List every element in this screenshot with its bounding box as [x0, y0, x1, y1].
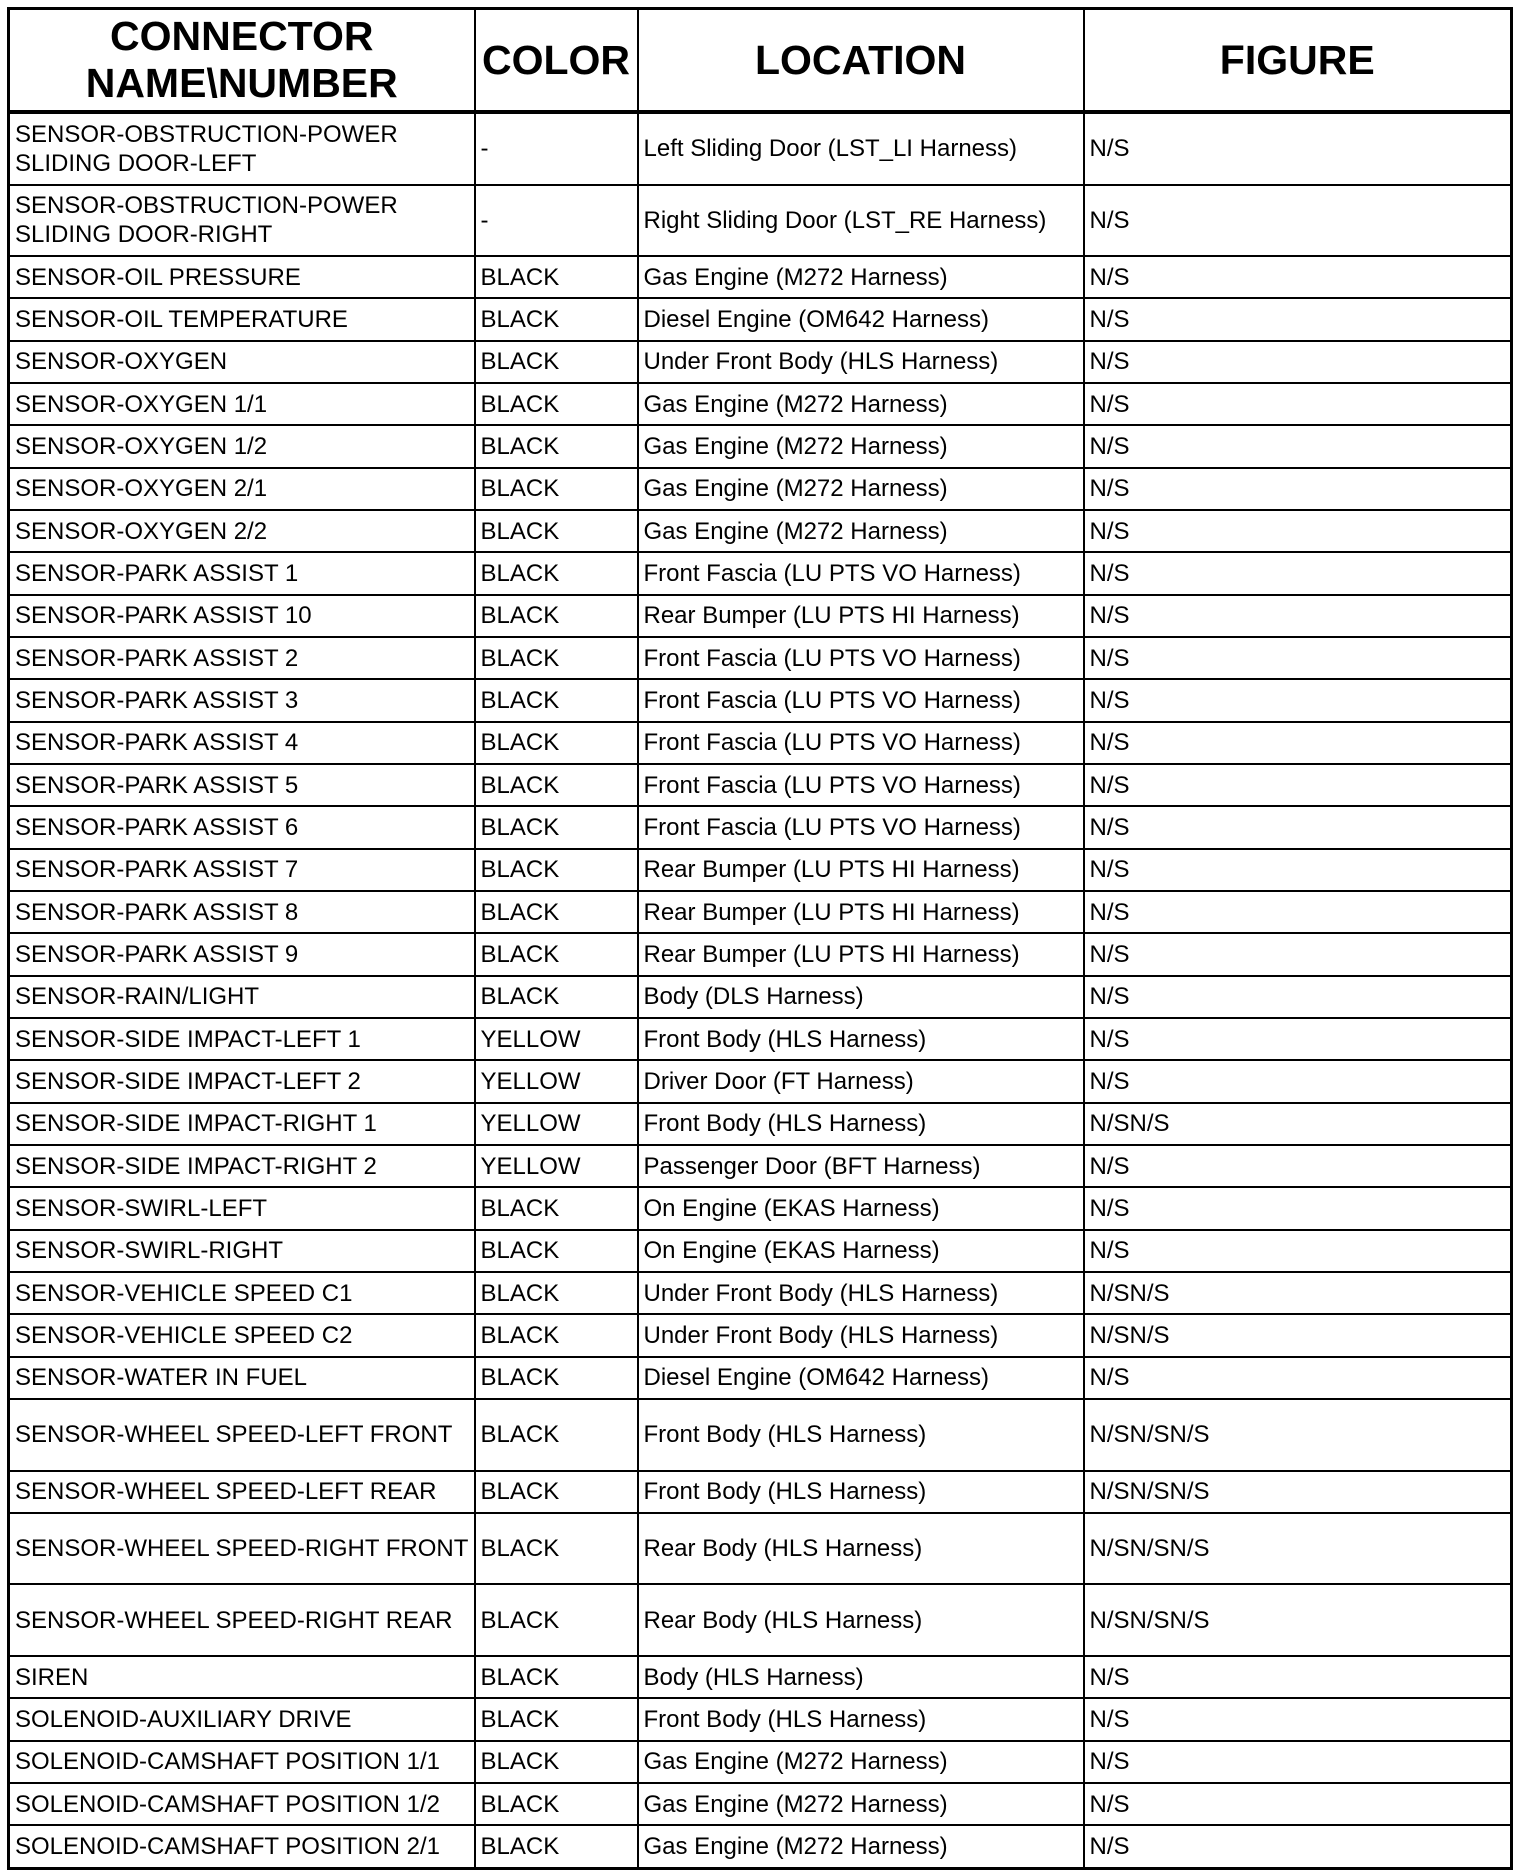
cell-figure: N/S — [1084, 112, 1512, 185]
header-row — [9, 9, 1512, 113]
cell-location: Under Front Body (HLS Harness) — [638, 1272, 1084, 1314]
cell-color: BLACK — [475, 1399, 638, 1471]
cell-connector-name: SENSOR-SIDE IMPACT-LEFT 1 — [9, 1018, 475, 1060]
header-figure: FIGURE — [1084, 9, 1512, 113]
cell-color: BLACK — [475, 891, 638, 933]
cell-location: Gas Engine (M272 Harness) — [638, 1825, 1084, 1868]
cell-figure: N/S — [1084, 1825, 1512, 1868]
cell-color: BLACK — [475, 1825, 638, 1868]
table-row — [9, 722, 1512, 764]
table-row — [9, 383, 1512, 425]
cell-location: Front Fascia (LU PTS VO Harness) — [638, 806, 1084, 848]
cell-connector-name: SENSOR-OXYGEN — [9, 341, 475, 383]
cell-figure: N/SN/SN/S — [1084, 1584, 1512, 1656]
table-row — [9, 1187, 1512, 1229]
cell-connector-name: SENSOR-PARK ASSIST 9 — [9, 933, 475, 975]
cell-connector-name: SOLENOID-CAMSHAFT POSITION 1/2 — [9, 1783, 475, 1825]
table-row — [9, 1471, 1512, 1513]
cell-location: On Engine (EKAS Harness) — [638, 1230, 1084, 1272]
table-row — [9, 1314, 1512, 1356]
cell-color: YELLOW — [475, 1018, 638, 1060]
table-row — [9, 976, 1512, 1018]
table-row — [9, 933, 1512, 975]
table-row — [9, 1741, 1512, 1783]
cell-location: Gas Engine (M272 Harness) — [638, 383, 1084, 425]
cell-location: Body (HLS Harness) — [638, 1656, 1084, 1698]
cell-figure: N/S — [1084, 341, 1512, 383]
cell-location: On Engine (EKAS Harness) — [638, 1187, 1084, 1229]
cell-location: Front Body (HLS Harness) — [638, 1018, 1084, 1060]
cell-connector-name: SENSOR-PARK ASSIST 7 — [9, 849, 475, 891]
cell-location: Passenger Door (BFT Harness) — [638, 1145, 1084, 1187]
cell-location: Gas Engine (M272 Harness) — [638, 1741, 1084, 1783]
cell-figure: N/SN/S — [1084, 1314, 1512, 1356]
cell-connector-name: SENSOR-OIL PRESSURE — [9, 256, 475, 298]
cell-figure: N/S — [1084, 976, 1512, 1018]
table-row — [9, 1230, 1512, 1272]
cell-color: BLACK — [475, 1471, 638, 1513]
cell-figure: N/S — [1084, 1145, 1512, 1187]
cell-color: BLACK — [475, 1357, 638, 1399]
table-row — [9, 510, 1512, 552]
cell-color: BLACK — [475, 1513, 638, 1585]
cell-color: BLACK — [475, 341, 638, 383]
cell-figure: N/S — [1084, 1783, 1512, 1825]
cell-figure: N/S — [1084, 1656, 1512, 1698]
cell-location: Gas Engine (M272 Harness) — [638, 510, 1084, 552]
table-body — [9, 112, 1512, 1869]
cell-color: BLACK — [475, 1584, 638, 1656]
cell-figure: N/S — [1084, 679, 1512, 721]
cell-location: Front Fascia (LU PTS VO Harness) — [638, 552, 1084, 594]
cell-figure: N/S — [1084, 1741, 1512, 1783]
cell-figure: N/S — [1084, 722, 1512, 764]
cell-location: Gas Engine (M272 Harness) — [638, 1783, 1084, 1825]
cell-color: - — [475, 112, 638, 185]
cell-location: Left Sliding Door (LST_LI Harness) — [638, 112, 1084, 185]
cell-figure: N/S — [1084, 1187, 1512, 1229]
cell-color: BLACK — [475, 637, 638, 679]
cell-connector-name: SENSOR-PARK ASSIST 3 — [9, 679, 475, 721]
cell-figure: N/S — [1084, 425, 1512, 467]
cell-connector-name: SENSOR-PARK ASSIST 5 — [9, 764, 475, 806]
cell-connector-name: SENSOR-OXYGEN 1/1 — [9, 383, 475, 425]
cell-connector-name: SENSOR-PARK ASSIST 2 — [9, 637, 475, 679]
cell-location: Gas Engine (M272 Harness) — [638, 425, 1084, 467]
cell-figure: N/S — [1084, 185, 1512, 257]
cell-location: Under Front Body (HLS Harness) — [638, 341, 1084, 383]
cell-location: Front Fascia (LU PTS VO Harness) — [638, 722, 1084, 764]
cell-color: BLACK — [475, 806, 638, 848]
cell-connector-name: SENSOR-WHEEL SPEED-LEFT FRONT — [9, 1399, 475, 1471]
cell-connector-name: SENSOR-VEHICLE SPEED C1 — [9, 1272, 475, 1314]
cell-location: Body (DLS Harness) — [638, 976, 1084, 1018]
cell-location: Diesel Engine (OM642 Harness) — [638, 1357, 1084, 1399]
cell-color: BLACK — [475, 1783, 638, 1825]
cell-location: Front Fascia (LU PTS VO Harness) — [638, 679, 1084, 721]
cell-figure: N/S — [1084, 891, 1512, 933]
cell-color: YELLOW — [475, 1060, 638, 1102]
cell-connector-name: SENSOR-OBSTRUCTION-POWER SLIDING DOOR-RIGHT — [9, 185, 475, 257]
cell-connector-name: SOLENOID-AUXILIARY DRIVE — [9, 1698, 475, 1740]
table-row — [9, 595, 1512, 637]
cell-location: Front Body (HLS Harness) — [638, 1698, 1084, 1740]
cell-color: BLACK — [475, 468, 638, 510]
table-row — [9, 1018, 1512, 1060]
cell-connector-name: SENSOR-SWIRL-RIGHT — [9, 1230, 475, 1272]
table-row — [9, 1783, 1512, 1825]
cell-color: BLACK — [475, 976, 638, 1018]
table-row — [9, 1060, 1512, 1102]
cell-color: BLACK — [475, 1314, 638, 1356]
cell-color: BLACK — [475, 510, 638, 552]
cell-figure: N/S — [1084, 383, 1512, 425]
cell-figure: N/SN/SN/S — [1084, 1471, 1512, 1513]
table-row — [9, 764, 1512, 806]
cell-figure: N/S — [1084, 298, 1512, 340]
table-row — [9, 1103, 1512, 1145]
cell-connector-name: SENSOR-RAIN/LIGHT — [9, 976, 475, 1018]
table-row — [9, 891, 1512, 933]
cell-figure: N/S — [1084, 1357, 1512, 1399]
cell-connector-name: SENSOR-WHEEL SPEED-RIGHT REAR — [9, 1584, 475, 1656]
cell-figure: N/S — [1084, 1060, 1512, 1102]
cell-color: BLACK — [475, 1741, 638, 1783]
connector-table — [7, 7, 1513, 1870]
cell-location: Rear Bumper (LU PTS HI Harness) — [638, 933, 1084, 975]
cell-connector-name: SENSOR-WHEEL SPEED-RIGHT FRONT — [9, 1513, 475, 1585]
table-row — [9, 679, 1512, 721]
cell-location: Front Body (HLS Harness) — [638, 1103, 1084, 1145]
cell-location: Under Front Body (HLS Harness) — [638, 1314, 1084, 1356]
header-location: LOCATION — [638, 9, 1084, 113]
cell-connector-name: SENSOR-OIL TEMPERATURE — [9, 298, 475, 340]
cell-color: BLACK — [475, 552, 638, 594]
cell-connector-name: SENSOR-WHEEL SPEED-LEFT REAR — [9, 1471, 475, 1513]
cell-figure: N/S — [1084, 806, 1512, 848]
cell-color: BLACK — [475, 383, 638, 425]
header-connector-name: CONNECTOR NAME\NUMBER — [9, 9, 475, 113]
cell-connector-name: SENSOR-OXYGEN 2/1 — [9, 468, 475, 510]
cell-location: Gas Engine (M272 Harness) — [638, 256, 1084, 298]
table-row — [9, 341, 1512, 383]
cell-connector-name: SENSOR-SIDE IMPACT-RIGHT 2 — [9, 1145, 475, 1187]
table-row — [9, 1513, 1512, 1585]
cell-figure: N/S — [1084, 510, 1512, 552]
cell-connector-name: SENSOR-OXYGEN 2/2 — [9, 510, 475, 552]
cell-location: Rear Body (HLS Harness) — [638, 1513, 1084, 1585]
cell-figure: N/S — [1084, 933, 1512, 975]
table-row — [9, 256, 1512, 298]
cell-figure: N/S — [1084, 764, 1512, 806]
cell-color: BLACK — [475, 722, 638, 764]
cell-figure: N/SN/SN/S — [1084, 1399, 1512, 1471]
cell-color: BLACK — [475, 1656, 638, 1698]
cell-connector-name: SENSOR-PARK ASSIST 1 — [9, 552, 475, 594]
cell-color: BLACK — [475, 1272, 638, 1314]
table-row — [9, 1584, 1512, 1656]
cell-color: BLACK — [475, 256, 638, 298]
cell-connector-name: SENSOR-SWIRL-LEFT — [9, 1187, 475, 1229]
cell-connector-name: SENSOR-PARK ASSIST 6 — [9, 806, 475, 848]
table-row — [9, 552, 1512, 594]
cell-color: BLACK — [475, 1698, 638, 1740]
cell-location: Rear Bumper (LU PTS HI Harness) — [638, 595, 1084, 637]
cell-color: BLACK — [475, 849, 638, 891]
cell-color: YELLOW — [475, 1145, 638, 1187]
cell-figure: N/S — [1084, 637, 1512, 679]
cell-location: Diesel Engine (OM642 Harness) — [638, 298, 1084, 340]
cell-figure: N/SN/S — [1084, 1103, 1512, 1145]
table-row — [9, 468, 1512, 510]
cell-color: BLACK — [475, 1230, 638, 1272]
cell-connector-name: SENSOR-OXYGEN 1/2 — [9, 425, 475, 467]
cell-figure: N/S — [1084, 1698, 1512, 1740]
table-row — [9, 849, 1512, 891]
cell-connector-name: SENSOR-SIDE IMPACT-LEFT 2 — [9, 1060, 475, 1102]
cell-color: BLACK — [475, 764, 638, 806]
cell-location: Rear Body (HLS Harness) — [638, 1584, 1084, 1656]
table-row — [9, 112, 1512, 185]
cell-connector-name: SENSOR-SIDE IMPACT-RIGHT 1 — [9, 1103, 475, 1145]
table-row — [9, 185, 1512, 257]
cell-color: BLACK — [475, 595, 638, 637]
table-row — [9, 1145, 1512, 1187]
cell-color: BLACK — [475, 679, 638, 721]
cell-connector-name: SENSOR-WATER IN FUEL — [9, 1357, 475, 1399]
cell-location: Rear Bumper (LU PTS HI Harness) — [638, 849, 1084, 891]
cell-connector-name: SENSOR-PARK ASSIST 10 — [9, 595, 475, 637]
cell-location: Right Sliding Door (LST_RE Harness) — [638, 185, 1084, 257]
cell-figure: N/S — [1084, 468, 1512, 510]
table-row — [9, 1272, 1512, 1314]
table-row — [9, 1825, 1512, 1868]
cell-connector-name: SENSOR-VEHICLE SPEED C2 — [9, 1314, 475, 1356]
cell-color: BLACK — [475, 933, 638, 975]
cell-figure: N/S — [1084, 1230, 1512, 1272]
cell-figure: N/S — [1084, 1018, 1512, 1060]
cell-location: Front Fascia (LU PTS VO Harness) — [638, 764, 1084, 806]
cell-figure: N/S — [1084, 552, 1512, 594]
cell-color: BLACK — [475, 298, 638, 340]
cell-connector-name: SENSOR-PARK ASSIST 8 — [9, 891, 475, 933]
cell-connector-name: SIREN — [9, 1656, 475, 1698]
cell-figure: N/S — [1084, 256, 1512, 298]
header-color: COLOR — [475, 9, 638, 113]
cell-color: BLACK — [475, 1187, 638, 1229]
table-row — [9, 806, 1512, 848]
cell-color: BLACK — [475, 425, 638, 467]
table-row — [9, 1357, 1512, 1399]
cell-color: - — [475, 185, 638, 257]
cell-connector-name: SENSOR-OBSTRUCTION-POWER SLIDING DOOR-LEFT — [9, 112, 475, 185]
cell-connector-name: SOLENOID-CAMSHAFT POSITION 1/1 — [9, 1741, 475, 1783]
cell-location: Front Body (HLS Harness) — [638, 1471, 1084, 1513]
table-row — [9, 425, 1512, 467]
cell-connector-name: SENSOR-PARK ASSIST 4 — [9, 722, 475, 764]
cell-figure: N/SN/S — [1084, 1272, 1512, 1314]
table-row — [9, 298, 1512, 340]
cell-figure: N/S — [1084, 595, 1512, 637]
cell-location: Gas Engine (M272 Harness) — [638, 468, 1084, 510]
cell-location: Rear Bumper (LU PTS HI Harness) — [638, 891, 1084, 933]
cell-figure: N/S — [1084, 849, 1512, 891]
cell-location: Front Fascia (LU PTS VO Harness) — [638, 637, 1084, 679]
cell-location: Driver Door (FT Harness) — [638, 1060, 1084, 1102]
table-row — [9, 637, 1512, 679]
table-row — [9, 1399, 1512, 1471]
cell-connector-name: SOLENOID-CAMSHAFT POSITION 2/1 — [9, 1825, 475, 1868]
table-row — [9, 1656, 1512, 1698]
table-row — [9, 1698, 1512, 1740]
cell-color: YELLOW — [475, 1103, 638, 1145]
cell-figure: N/SN/SN/S — [1084, 1513, 1512, 1585]
cell-location: Front Body (HLS Harness) — [638, 1399, 1084, 1471]
